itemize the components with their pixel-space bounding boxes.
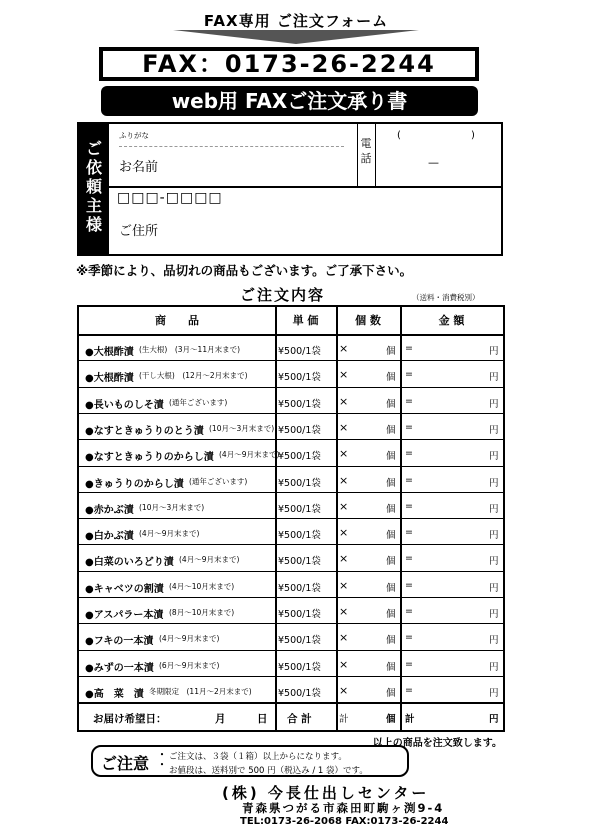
quantity-unit: 個 xyxy=(386,635,396,647)
equals-sign: = xyxy=(405,684,413,696)
table-row-divider xyxy=(79,492,503,493)
client-side-label xyxy=(79,124,109,254)
yen-unit: 円 xyxy=(489,451,499,463)
yen-unit: 円 xyxy=(489,609,499,620)
order-table xyxy=(77,305,505,732)
unit-price: ¥500/1袋 xyxy=(278,346,321,357)
equals-sign: = xyxy=(405,474,413,486)
unit-price: ¥500/1袋 xyxy=(278,582,321,594)
caution-line-2: お値段は、送料別で 500 円（税込み / 1 袋）です。 xyxy=(169,766,368,776)
unit-price: ¥500/1袋 xyxy=(278,687,321,699)
total-amount-prefix: 計 xyxy=(405,714,415,726)
client-info-box xyxy=(77,122,503,256)
header-product: 商 品 xyxy=(155,314,199,327)
product-season-note: (4月～9月末まで) xyxy=(179,555,240,565)
yen-unit: 円 xyxy=(489,687,499,699)
product-name: ●高 菜 漬 xyxy=(85,688,144,700)
total-label: 合 計 xyxy=(287,713,312,726)
times-sign: × xyxy=(339,605,349,618)
unit-price: ¥500/1袋 xyxy=(278,372,321,384)
product-name: ●みずの一本漬 xyxy=(85,662,154,674)
caution-box xyxy=(91,745,409,777)
tax-note: （送料・消費税別） xyxy=(412,293,480,302)
caution-line-1: ご注文は、３袋（１箱）以上からになります。 xyxy=(169,752,347,762)
postal-code-box: □□□-□□□□ xyxy=(117,190,223,206)
product-season-note: (通年ございます) xyxy=(169,397,228,407)
times-sign: × xyxy=(339,368,349,382)
product-season-note: (8月～10月末まで) xyxy=(169,608,235,617)
product-season-note: (4月～10月末まで) xyxy=(169,581,235,591)
table-column-divider xyxy=(336,307,338,706)
equals-sign: = xyxy=(405,500,413,512)
product-name: ●キャベツの割漬 xyxy=(85,583,164,595)
times-sign: × xyxy=(339,447,349,461)
address-label: ご住所 xyxy=(119,224,159,239)
delivery-day: 日 xyxy=(257,713,268,726)
table-column-divider xyxy=(336,703,338,730)
yen-unit: 円 xyxy=(489,372,499,384)
quantity-unit: 個 xyxy=(386,582,396,594)
table-row-divider xyxy=(79,387,503,388)
company-contact: TEL:0173-26-2068 FAX:0173-26-2244 xyxy=(240,816,449,827)
times-sign: × xyxy=(339,683,349,697)
times-sign: × xyxy=(339,657,349,671)
equals-sign: = xyxy=(405,448,413,460)
side-char: 様 xyxy=(85,215,102,234)
equals-sign: = xyxy=(405,421,413,433)
equals-sign: = xyxy=(405,553,413,565)
equals-sign: = xyxy=(405,658,413,670)
yen-unit: 円 xyxy=(489,530,499,542)
times-sign: × xyxy=(339,499,349,513)
table-footer-divider xyxy=(79,702,503,704)
phone-paren-close: ) xyxy=(471,130,475,141)
table-row-divider xyxy=(79,413,503,414)
phone-paren-open: ( xyxy=(397,130,401,141)
phone-label: 電 話 xyxy=(360,137,372,165)
table-column-divider xyxy=(275,703,277,730)
table-row-divider xyxy=(79,439,503,440)
yen-unit: 円 xyxy=(489,582,499,594)
table-row-divider xyxy=(79,676,503,677)
side-char: 依 xyxy=(85,158,102,177)
yen-unit: 円 xyxy=(489,661,499,673)
table-row-divider xyxy=(79,360,503,361)
table-row-divider xyxy=(79,623,503,624)
quantity-unit: 個 xyxy=(386,451,396,463)
unit-price: ¥500/1袋 xyxy=(278,451,321,463)
quantity-unit: 個 xyxy=(386,346,396,357)
company-name: (株) 今長仕出しセンター xyxy=(222,784,430,802)
furigana-line xyxy=(119,146,344,147)
caution-dots: ・ ・ xyxy=(157,750,167,771)
product-season-note: (4月～9月末まで) xyxy=(159,634,220,644)
product-name: ●大根酢漬 xyxy=(85,347,134,358)
equals-sign: = xyxy=(405,527,413,539)
table-column-divider xyxy=(400,307,402,706)
product-season-note: 冬期限定 (11月～2月末まで) xyxy=(149,686,252,696)
total-qty-prefix: 計 xyxy=(339,714,349,726)
times-sign: × xyxy=(339,578,349,592)
equals-sign: = xyxy=(405,606,413,617)
caution-title: ご注意 xyxy=(101,754,150,773)
web-order-title: web用 FAXご注文承り書 xyxy=(101,86,478,116)
product-name: ●白かぶ漬 xyxy=(85,531,134,543)
unit-price: ¥500/1袋 xyxy=(278,398,321,410)
table-row-divider xyxy=(79,597,503,598)
product-name: ●なすときゅうりのからし漬 xyxy=(85,452,214,464)
times-sign: × xyxy=(339,473,349,487)
quantity-unit: 個 xyxy=(386,398,396,410)
season-notice: ※季節により、品切れの商品もございます。ご了承下さい。 xyxy=(76,263,413,278)
unit-price: ¥500/1袋 xyxy=(278,661,321,673)
unit-price: ¥500/1袋 xyxy=(278,503,321,515)
header-quantity: 個 数 xyxy=(355,314,381,327)
product-name: ●大根酢漬 xyxy=(85,373,134,385)
quantity-unit: 個 xyxy=(386,503,396,515)
company-address: 青森県つがる市森田町駒ヶ渕9-4 xyxy=(242,801,445,815)
product-name: ●白菜のいろどり漬 xyxy=(85,557,174,569)
quantity-unit: 個 xyxy=(386,424,396,436)
total-qty-unit: 個 xyxy=(386,714,396,726)
times-sign: × xyxy=(339,342,349,355)
side-char: 頼 xyxy=(85,177,102,196)
product-name: ●フキの一本漬 xyxy=(85,636,154,648)
quantity-unit: 個 xyxy=(386,687,396,699)
unit-price: ¥500/1袋 xyxy=(278,609,321,620)
product-name: ●アスパラー本漬 xyxy=(85,610,164,621)
header-unit-price: 単 価 xyxy=(292,314,319,327)
product-name: ●きゅうりのからし漬 xyxy=(85,478,184,490)
unit-price: ¥500/1袋 xyxy=(278,530,321,542)
fax-number: FAX：0173-26-2244 xyxy=(99,47,479,81)
table-column-divider xyxy=(275,307,277,706)
times-sign: × xyxy=(339,394,349,408)
unit-price: ¥500/1袋 xyxy=(278,424,321,436)
name-label: お名前 xyxy=(119,160,159,175)
equals-sign: = xyxy=(405,369,413,381)
side-char: 主 xyxy=(85,196,102,215)
yen-unit: 円 xyxy=(489,635,499,647)
product-season-note: (4月～9月末まで) xyxy=(139,529,200,539)
quantity-unit: 個 xyxy=(386,661,396,673)
yen-unit: 円 xyxy=(489,503,499,515)
yen-unit: 円 xyxy=(489,477,499,489)
delivery-month: 月 xyxy=(215,713,226,726)
product-name: ●長いものしそ漬 xyxy=(85,399,164,411)
table-row-divider xyxy=(79,544,503,545)
yen-unit: 円 xyxy=(489,398,499,410)
times-sign: × xyxy=(339,526,349,540)
delivery-date-label: お届け希望日： xyxy=(93,713,167,726)
unit-price: ¥500/1袋 xyxy=(278,635,321,647)
equals-sign: = xyxy=(405,579,413,591)
quantity-unit: 個 xyxy=(386,556,396,568)
times-sign: × xyxy=(339,420,349,434)
table-row-divider xyxy=(79,571,503,572)
phone-dash: — xyxy=(428,156,439,169)
quantity-unit: 個 xyxy=(386,609,396,620)
product-season-note: (6月～9月末まで) xyxy=(159,660,220,670)
product-season-note: (10月～3月末まで) xyxy=(209,423,275,433)
table-column-divider xyxy=(400,703,402,730)
table-row-divider xyxy=(79,650,503,651)
table-row-divider xyxy=(79,466,503,467)
equals-sign: = xyxy=(405,395,413,407)
product-name: ●なすときゅうりのとう漬 xyxy=(85,425,204,437)
product-name: ●赤かぶ漬 xyxy=(85,504,134,516)
product-season-note: (通年ございます) xyxy=(189,476,248,486)
quantity-unit: 個 xyxy=(386,477,396,489)
product-season-note: (4月～9月末まで) xyxy=(219,450,280,460)
side-char: ご xyxy=(85,139,102,158)
yen-unit: 円 xyxy=(489,346,499,357)
unit-price: ¥500/1袋 xyxy=(278,477,321,489)
order-section-title: ご注文内容 xyxy=(240,286,326,304)
unit-price: ¥500/1袋 xyxy=(278,556,321,568)
product-season-note: (干し大根) (12月～2月末まで) xyxy=(139,371,248,381)
form-title: FAX専用 ご注文フォーム xyxy=(203,12,389,30)
table-header-divider xyxy=(79,334,503,336)
furigana-label: ふりがな xyxy=(119,131,149,140)
order-confirm-text: 以上の商品を注文致します。 xyxy=(372,738,502,749)
table-row-divider xyxy=(79,518,503,519)
product-season-note: (生大根) (3月～11月末まで) xyxy=(139,345,241,354)
header-amount: 金 額 xyxy=(438,314,465,327)
times-sign: × xyxy=(339,552,349,566)
total-yen-unit: 円 xyxy=(489,714,499,726)
product-season-note: (10月～3月末まで) xyxy=(139,502,205,512)
yen-unit: 円 xyxy=(489,556,499,568)
equals-sign: = xyxy=(405,632,413,644)
quantity-unit: 個 xyxy=(386,372,396,384)
down-arrow-icon xyxy=(173,30,419,44)
times-sign: × xyxy=(339,631,349,645)
yen-unit: 円 xyxy=(489,424,499,436)
equals-sign: = xyxy=(405,343,413,354)
quantity-unit: 個 xyxy=(386,530,396,542)
